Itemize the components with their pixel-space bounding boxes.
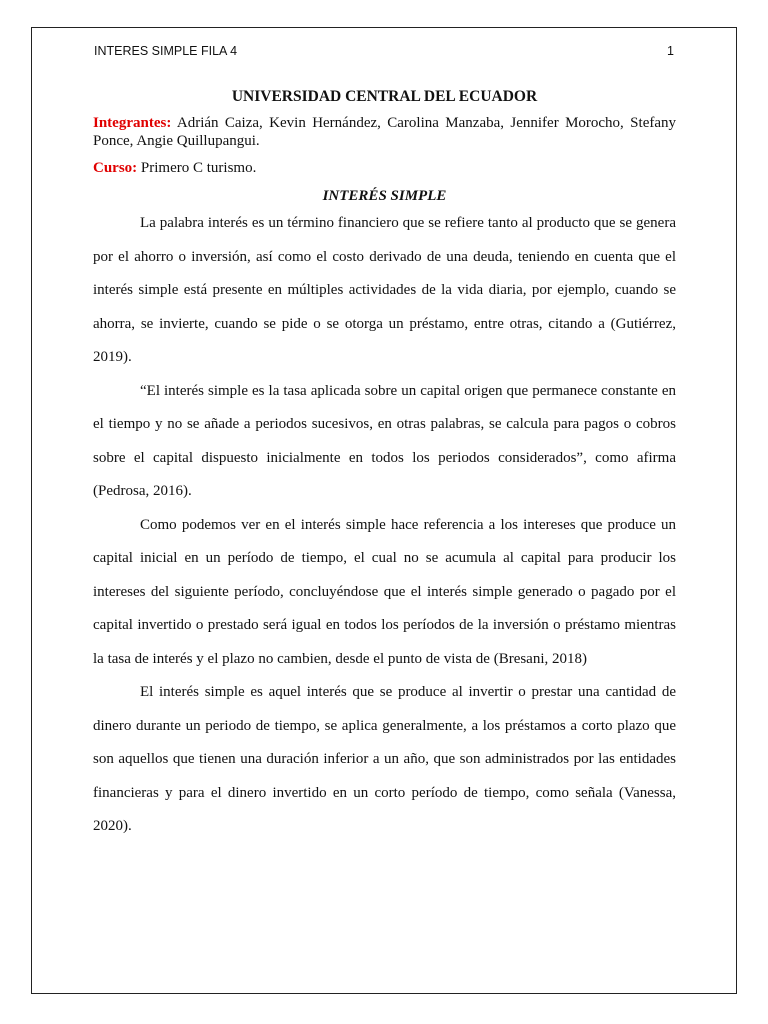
members-line [93,114,676,150]
document-body [93,84,676,844]
header-title: INTERES SIMPLE FILA 4 [94,44,238,58]
page-number: 1 [667,44,674,58]
course-line [93,159,676,177]
running-header [94,44,674,62]
paragraph-1: La palabra interés es un término financiero que se refiere tanto al producto que se genera por el ahorro o inversión, así como el costo derivado de una deuda, teniendo en cuenta que el interés simple está presente en múltiples actividades de la vida diaria, por ejemplo, cuando se ahorra, se invierte, cuando se pide o se otorga un préstamo, entre otras, citando a (Gutiérrez, 2019). [93,215,676,365]
paragraph-2: “El interés simple es la tasa aplicada sobre un capital origen que permanece constante en el tiempo y no se añade a periodos sucesivos, en otras palabras, se calcula para pagos o cobros sobre el capital dispuesto inicialmente en todos los periodos considerados”, como afirma (Pedrosa, 2016). [93,382,676,499]
paragraph-3: Como podemos ver en el interés simple hace referencia a los intereses que produce un capital inicial en un período de tiempo, el cual no se acumula al capital para producir los intereses del siguiente período, concluyéndose que el interés simple generado o pagado por el capital invertido o prestado será igual en todos los períodos de la inversión o préstamo mientras la tasa de interés y el plazo no cambien, desde el punto de vista de (Bresani, 2018) [93,516,676,667]
course-label: Curso: [93,160,138,176]
members-text: Adrián Caiza, Kevin Hernández, Carolina Manzaba, Jennifer Morocho, Stefany Ponce, Angie Quillupangui. [93,115,676,149]
paragraph-4: El interés simple es aquel interés que se produce al invertir o prestar una cantidad de dinero durante un periodo de tiempo, se aplica generalmente, a los préstamos a corto plazo que son aquellos que tienen una duración inferior a un año, que son administrados por las entidades financieras y para el dinero invertido en un corto período de tiempo, como señala (Vanessa, 2020). [93,684,676,834]
section-title: INTERÉS SIMPLE [322,188,447,204]
course-text: Primero C turismo. [137,160,257,176]
members-label: Integrantes: [93,115,172,131]
document-page [31,27,737,994]
university-title: UNIVERSIDAD CENTRAL DEL ECUADOR [231,88,538,105]
